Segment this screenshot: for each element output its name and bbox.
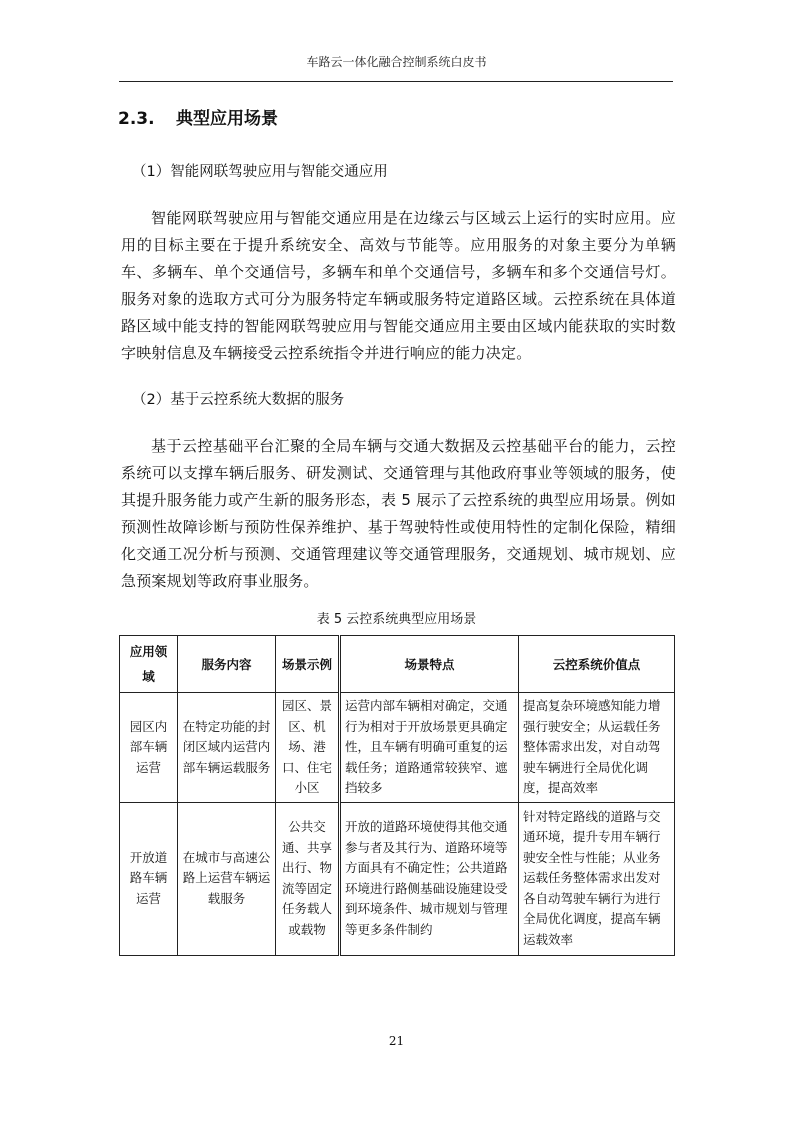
cell-content: 在特定功能的封闭区域内运营内部车辆运载服务 — [178, 693, 276, 803]
header-rule — [119, 81, 673, 82]
header-features: 场景特点 — [340, 636, 519, 693]
cell-content: 在城市与高速公路上运营车辆运载服务 — [178, 802, 276, 955]
subsection-2-paragraph: 基于云控基础平台汇聚的全局车辆与交通大数据及云控基础平台的能力，云控系统可以支撑车辆后服务、研发测试、交通管理与其他政府事业等领域的服务，使其提升服务能力或产生新的服务形态，表 5 展示了云控系统的典型应用场景。例如预测性故障诊断与预防性保养维护、基于驾驶特性或使用特性的定制化保险，精细化交通工况分析与预测、交通管理建议等交通管理服务，交通规划、城市规划、应急预案规划等政府事业服务。 — [121, 437, 676, 590]
header-domain: 应用领域 — [120, 636, 178, 693]
table-row — [120, 802, 675, 955]
table-caption: 表 5 云控系统典型应用场景 — [316, 612, 477, 627]
header-content: 服务内容 — [178, 636, 276, 693]
header-value: 云控系统价值点 — [519, 636, 675, 693]
section-title: 典型应用场景 — [176, 109, 278, 129]
cell-value: 针对特定路线的道路与交通环境，提升专用车辆行驶安全性与性能；从业务运载任务整体需求出发对各自动驾驶车辆行为进行全局优化调度，提高车辆运载效率 — [519, 802, 675, 955]
cell-value: 提高复杂环境感知能力增强行驶安全；从运载任务整体需求出发，对自动驾驶车辆进行全局优化调度，提高效率 — [519, 693, 675, 803]
section-heading — [118, 104, 278, 129]
table-header-row — [120, 636, 675, 693]
page-number: 21 — [388, 1034, 405, 1048]
scenarios-table — [119, 635, 675, 956]
subsection-1-heading: （1）智能网联驾驶应用与智能交通应用 — [132, 164, 388, 180]
subsection-2-heading: （2）基于云控系统大数据的服务 — [132, 392, 345, 408]
cell-features: 运营内部车辆相对确定，交通行为相对于开放场景更具确定性，且车辆有明确可重复的运载任务；道路通常较狭窄、遮挡较多 — [340, 693, 519, 803]
table-row — [120, 693, 675, 803]
subsection-1-paragraph: 智能网联驾驶应用与智能交通应用是在边缘云与区域云上运行的实时应用。应用的目标主要在于提升系统安全、高效与节能等。应用服务的对象主要分为单辆车、多辆车、单个交通信号，多辆车和单个交通信号，多辆车和多个交通信号灯。服务对象的选取方式可分为服务特定车辆或服务特定道路区域。云控系统在具体道路区域中能支持的智能网联驾驶应用与智能交通应用主要由区域内能获取的实时数字映射信息及车辆接受云控系统指令并进行响应的能力决定。 — [121, 209, 676, 362]
section-number: 2.3. — [118, 109, 155, 129]
cell-features: 开放的道路环境使得其他交通参与者及其行为、道路环境等方面具有不确定性；公共道路环境进行路侧基础设施建设受到环境条件、城市规划与管理等更多条件制约 — [340, 802, 519, 955]
header-examples: 场景示例 — [276, 636, 340, 693]
cell-examples: 园区、景区、机场、港口、住宅小区 — [276, 693, 340, 803]
cell-domain: 开放道路车辆运营 — [120, 802, 178, 955]
cell-domain: 园区内部车辆运营 — [120, 693, 178, 803]
running-header: 车路云一体化融合控制系统白皮书 — [306, 55, 487, 69]
cell-examples: 公共交通、共享出行、物流等固定任务载人或载物 — [276, 802, 340, 955]
